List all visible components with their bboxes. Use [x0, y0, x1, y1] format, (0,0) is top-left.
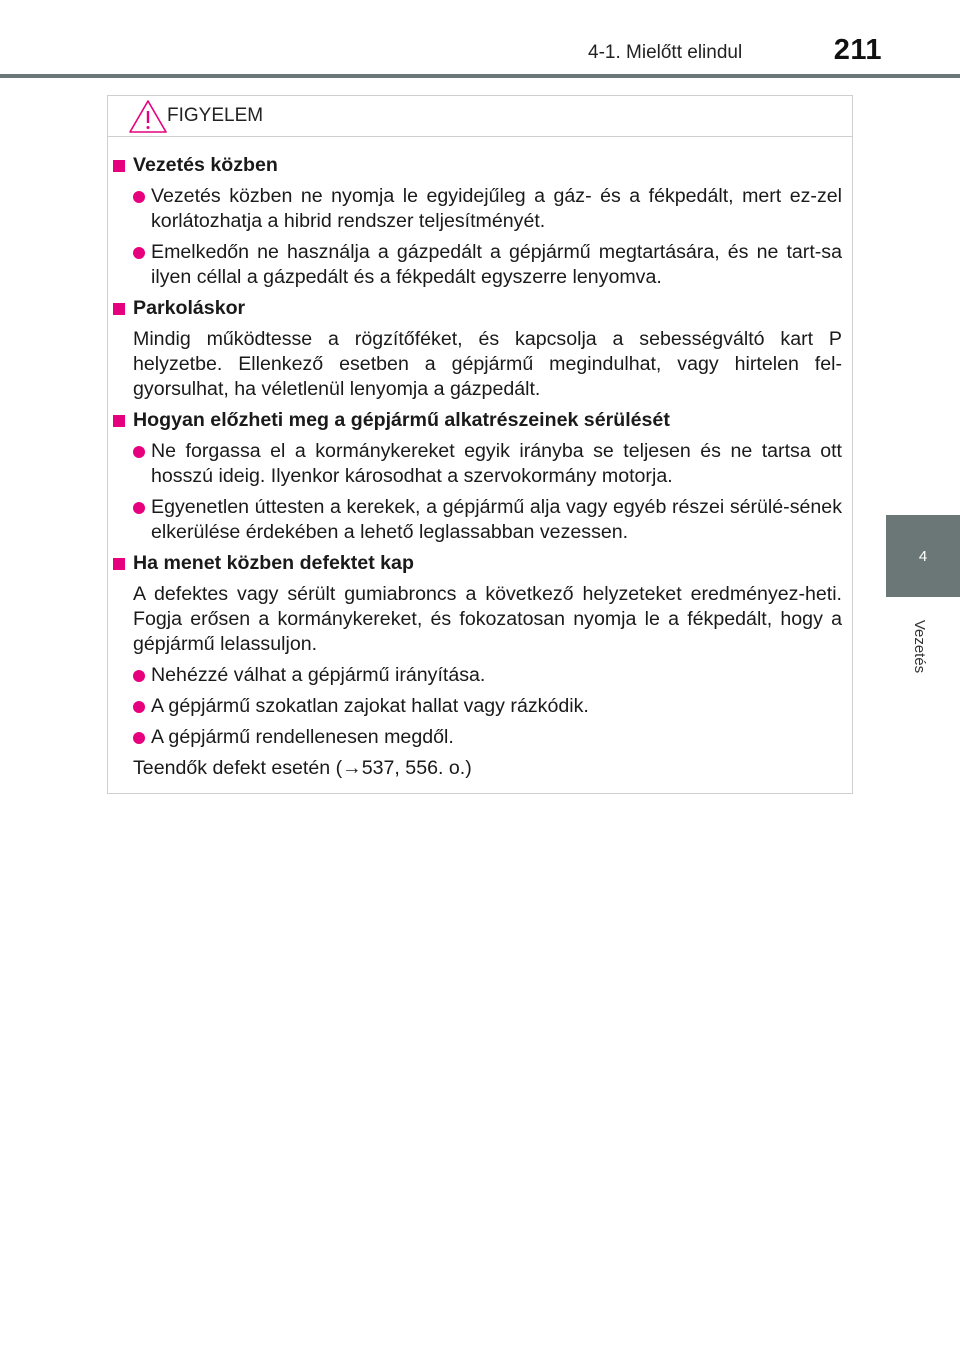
- round-bullet-icon: [133, 247, 145, 259]
- paragraph: A defektes vagy sérült gumiabroncs a következő helyzeteket eredményez-heti. Fogja erősen a kormánykereket, és fokozatosan nyomja le a fékpedált, hogy a gépjármű lelassuljon.: [133, 583, 842, 655]
- page-number: 211: [833, 34, 882, 66]
- warning-box: [107, 95, 853, 794]
- round-bullet-icon: [133, 446, 145, 458]
- list-item-text: A gépjármű szokatlan zajokat hallat vagy rázkódik.: [151, 695, 589, 717]
- round-bullet-icon: [133, 701, 145, 713]
- list-item-text: Nehézzé válhat a gépjármű irányítása.: [151, 664, 486, 686]
- section-heading-text: Vezetés közben: [133, 154, 278, 176]
- round-bullet-icon: [133, 191, 145, 203]
- list-item: [113, 694, 842, 719]
- square-bullet-icon: [113, 558, 125, 570]
- list-item: [113, 439, 842, 489]
- warning-title: FIGYELEM: [167, 105, 264, 126]
- paragraph: Mindig működtesse a rögzítőféket, és kapcsolja a sebességváltó kart P helyzetbe. Ellenkező esetben a gépjármű megindulhat, vagy hirtelen fel-gyorsulhat, ha véletlenül lenyomja a gázpedált.: [133, 328, 842, 400]
- section-heading-text: Parkoláskor: [133, 297, 246, 319]
- section-heading: [113, 296, 842, 321]
- chapter-label-wrapper: [900, 606, 940, 686]
- section-heading: [113, 551, 842, 576]
- chapter-number: 4: [918, 547, 928, 565]
- chapter-label: Vezetés: [911, 619, 929, 673]
- round-bullet-icon: [133, 502, 145, 514]
- warning-body: [108, 137, 852, 781]
- list-item-text: Emelkedőn ne használja a gázpedált a gépjármű megtartására, és ne tart-sa ilyen céllal a gázpedált és a fékpedált egyszerre lenyomva.: [151, 241, 842, 288]
- section-heading: [113, 153, 842, 178]
- warning-header: [108, 96, 852, 137]
- header-divider: [0, 74, 960, 78]
- section-heading-text: Hogyan előzheti meg a gépjármű alkatrészeinek sérülését: [133, 409, 670, 431]
- square-bullet-icon: [113, 160, 125, 172]
- page-reference-note: Teendők defekt esetén (→537, 556. o.): [133, 757, 472, 779]
- square-bullet-icon: [113, 303, 125, 315]
- list-item: [113, 725, 842, 750]
- header-section-title: 4-1. Mielőtt elindul: [588, 42, 743, 63]
- round-bullet-icon: [133, 670, 145, 682]
- list-item: [113, 663, 842, 688]
- list-item-text: A gépjármű rendellenesen megdől.: [151, 726, 454, 748]
- square-bullet-icon: [113, 415, 125, 427]
- list-item: [113, 240, 842, 290]
- warning-triangle-icon: [128, 98, 168, 134]
- round-bullet-icon: [133, 732, 145, 744]
- list-item: [113, 184, 842, 234]
- section-heading: [113, 408, 842, 433]
- list-item-text: Egyenetlen úttesten a kerekek, a gépjármű alja vagy egyéb részei sérülé-sének elkerülése érdekében a lehető leglassabban vezessen.: [151, 496, 842, 543]
- section-heading-text: Ha menet közben defektet kap: [133, 552, 414, 574]
- list-item-text: Vezetés közben ne nyomja le egyidejűleg a gáz- és a fékpedált, mert ez-zel korlátozhatja a hibrid rendszer teljesítményét.: [151, 185, 842, 232]
- chapter-tab: [886, 515, 960, 597]
- list-item: [113, 495, 842, 545]
- list-item-text: Ne forgassa el a kormánykereket egyik irányba se teljesen és ne tartsa ott hosszú ideig. Ilyenkor károsodhat a szervokormány motorja.: [151, 440, 842, 487]
